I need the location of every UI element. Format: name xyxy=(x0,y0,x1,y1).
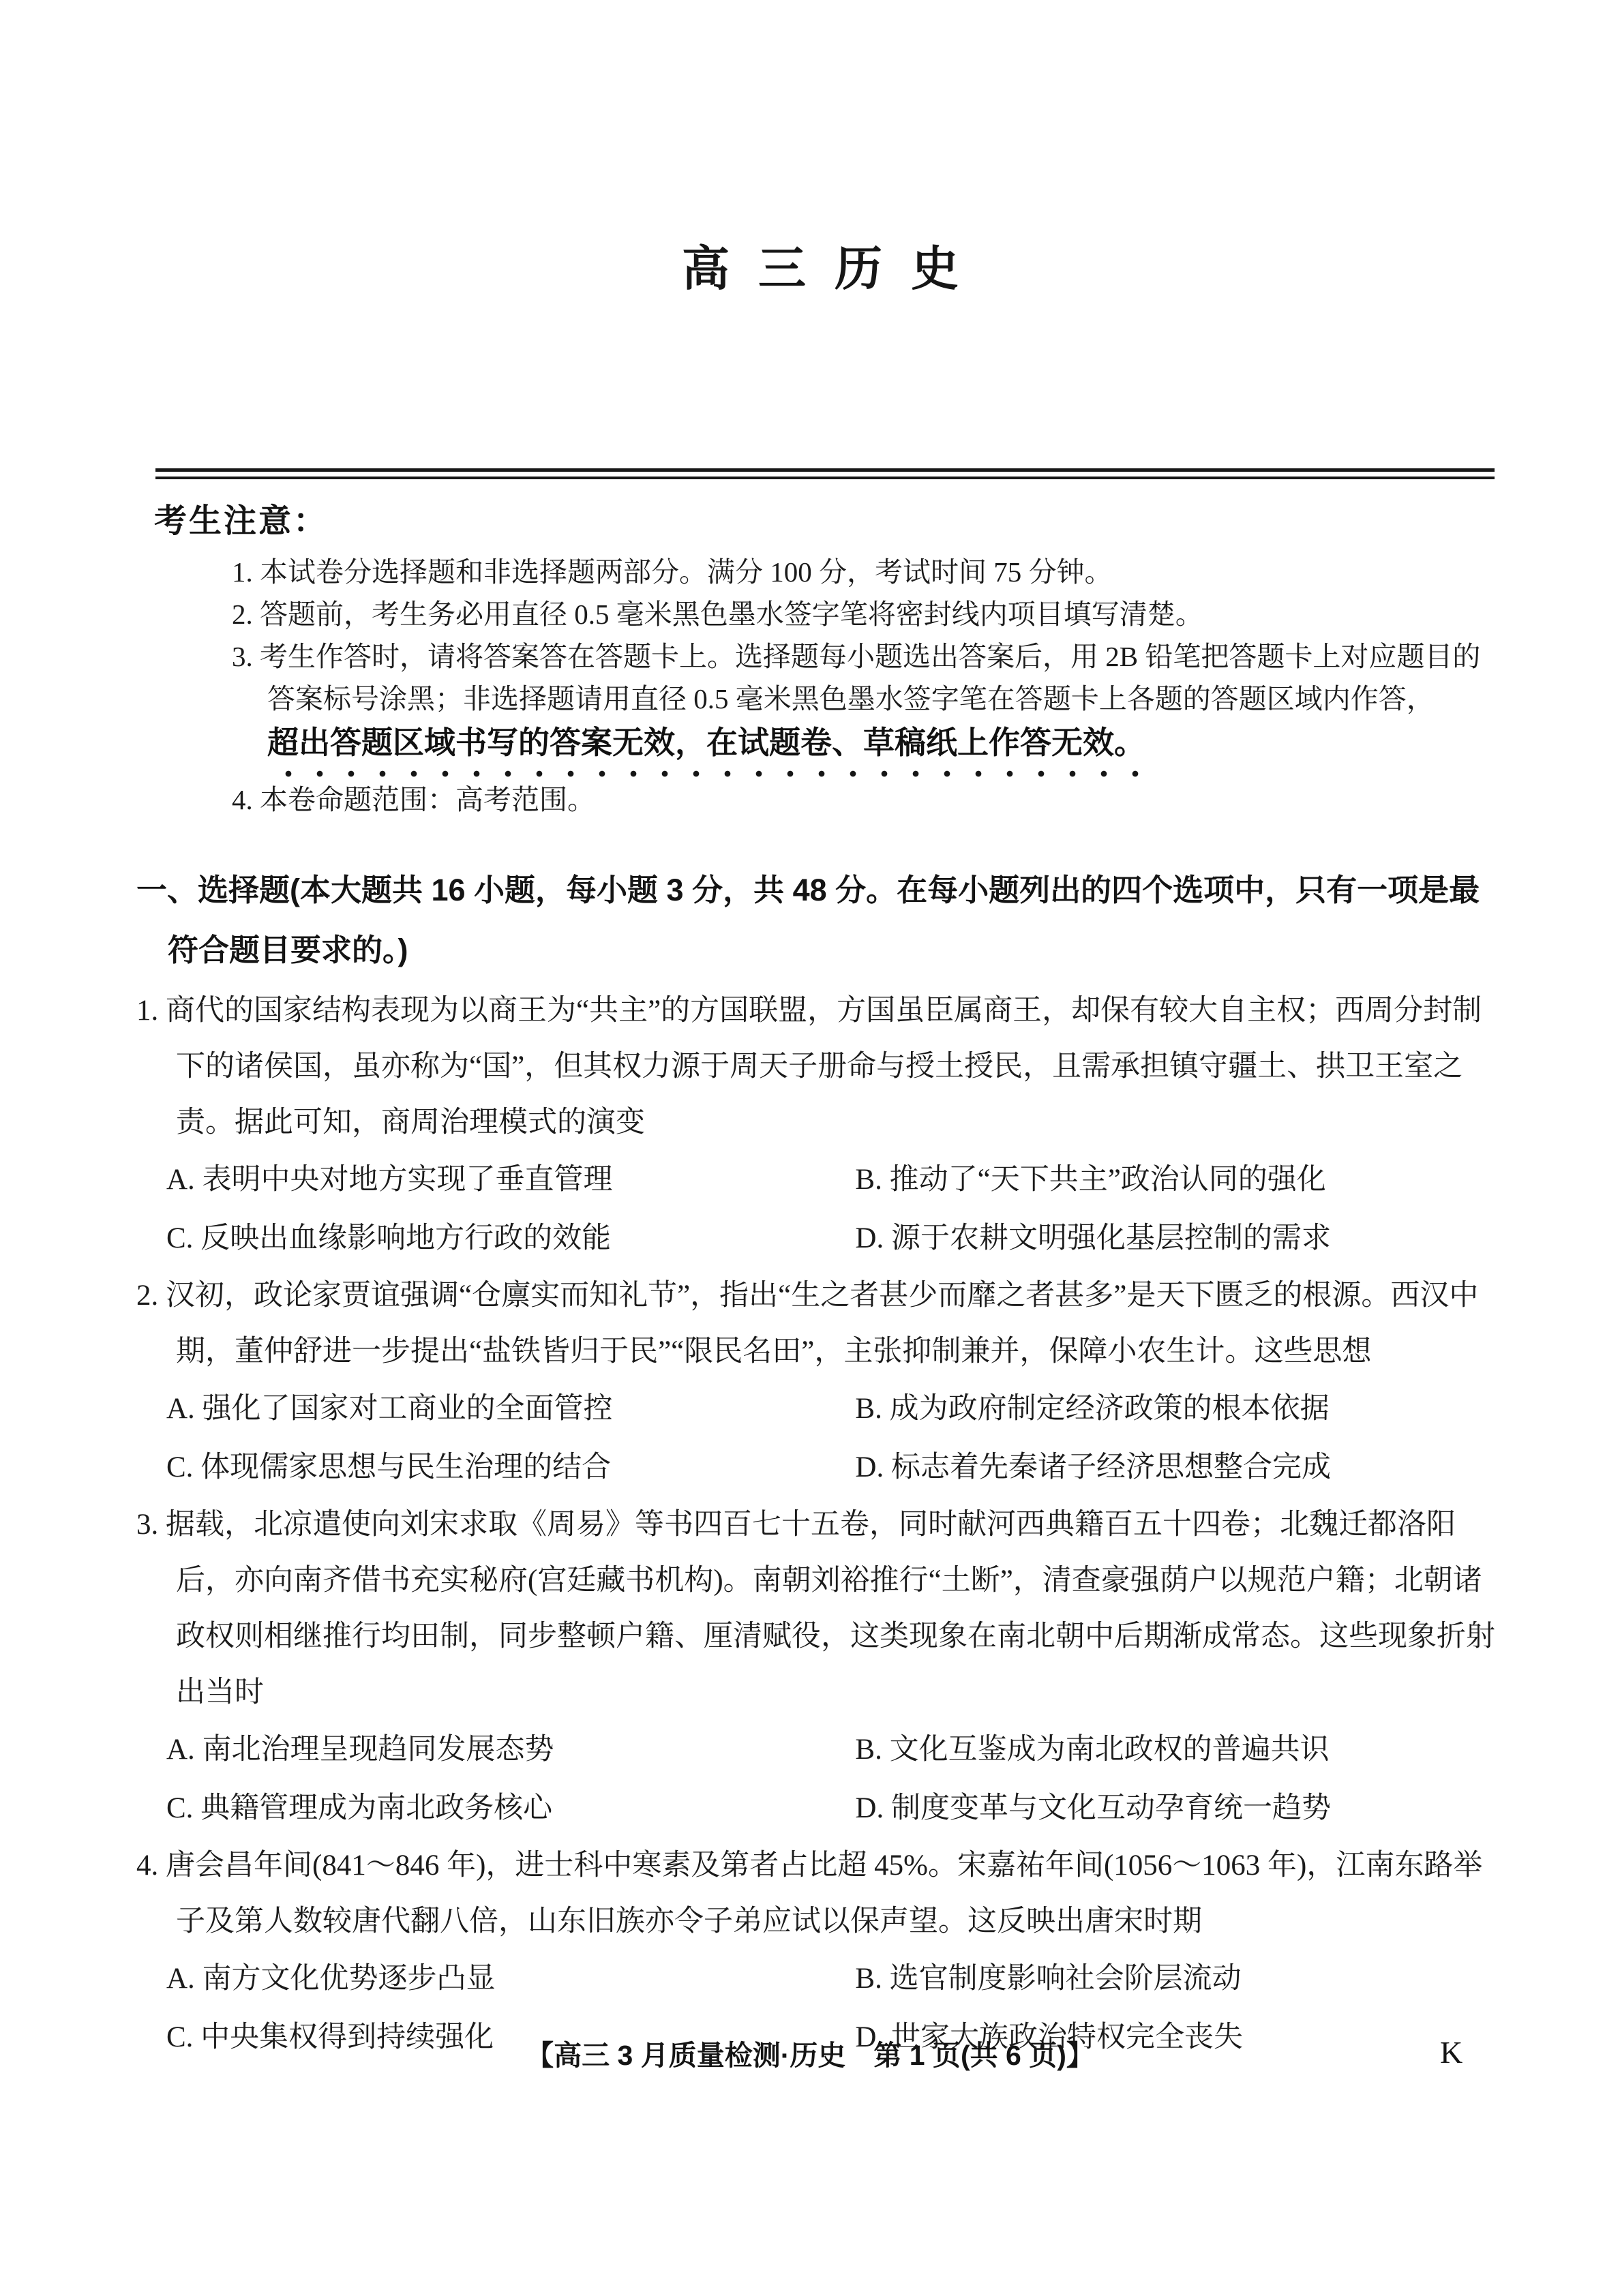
notice-heading: 考生注意： xyxy=(154,503,329,539)
question-4-option-c: C. 中央集权得到持续强化 xyxy=(166,2021,494,2053)
question-3-option-d: D. 制度变革与文化互动孕育统一趋势 xyxy=(855,1792,1331,1824)
question-3-option-a: A. 南北治理呈现趋同发展态势 xyxy=(166,1734,554,1766)
question-3-option-c: C. 典籍管理成为南北政务核心 xyxy=(166,1792,553,1824)
question-4-stem: 4. 唐会昌年间(841～846 年)，进士科中寒素及第者占比超 45%。宋嘉祐年间(1056～1063 年)，江南东路举子及第人数较唐代翻八倍，山东旧族亦令子弟应试以保声望。这反映出唐宋时期 xyxy=(136,1849,1483,1937)
question-3 xyxy=(136,1497,1504,1838)
question-1-option-b: B. 推动了“天下共主”政治认同的强化 xyxy=(855,1164,1326,1196)
notice-list xyxy=(232,551,1504,821)
question-4-option-b: B. 选官制度影响社会阶层流动 xyxy=(855,1963,1242,1995)
question-1-stem: 1. 商代的国家结构表现为以商王为“共主”的方国联盟，方国虽臣属商王，却保有较大自主权；西周分封制下的诸侯国，虽亦称为“国”，但其权力源于周天子册命与授土授民，且需承担镇守疆土、拱卫王室之责。据此可知，商周治理模式的演变 xyxy=(136,995,1482,1138)
question-1-options xyxy=(136,1151,1504,1268)
question-4-option-d: D. 世家大族政治特权完全丧失 xyxy=(855,2021,1243,2053)
notice-item-3-text: 3. 考生作答时，请将答案答在答题卡上。选择题每小题选出答案后，用 2B 铅笔把答题卡上对应题目的答案标号涂黑；非选择题请用直径 0.5 毫米黑色墨水签字笔在答题卡上各题的答题区域内作答， xyxy=(232,641,1481,714)
question-1-option-d: D. 源于农耕文明强化基层控制的需求 xyxy=(855,1222,1331,1254)
page-title: 高三历史 xyxy=(682,243,987,296)
question-3-options xyxy=(136,1721,1504,1838)
question-2 xyxy=(136,1268,1504,1497)
double-horizontal-rule xyxy=(155,468,1495,479)
notice-item-2: 2. 答题前，考生务必用直径 0.5 毫米黑色墨水签字笔将密封线内项目填写清楚。 xyxy=(232,599,1203,630)
question-2-option-b: B. 成为政府制定经济政策的根本依据 xyxy=(855,1393,1330,1425)
notice-item-4: 4. 本卷命题范围：高考范围。 xyxy=(232,784,595,815)
notice-item-3-emphasized-text: 超出答题区域书写的答案无效，在试题卷、草稿纸上作答无效。 xyxy=(267,720,1145,779)
question-4-option-a: A. 南方文化优势逐步凸显 xyxy=(166,1963,496,1995)
section-header-multiple-choice: 一、选择题(本大题共 16 小题，每小题 3 分，共 48 分。在每小题列出的四个选项中，只有一项是最符合题目要求的。) xyxy=(136,873,1480,967)
question-1-option-a: A. 表明中央对地方实现了垂直管理 xyxy=(166,1164,613,1196)
question-list xyxy=(136,983,1504,2067)
page-footer-corner-mark: K xyxy=(1440,2035,1463,2070)
question-1-option-c: C. 反映出血缘影响地方行政的效能 xyxy=(166,1222,612,1254)
page-footer: 【高三 3 月质量检测·历史 第 1 页(共 6 页)】 xyxy=(526,2040,1094,2071)
notice-item-3 xyxy=(232,635,1504,779)
question-2-stem: 2. 汉初，政论家贾谊强调“仓廪实而知礼节”，指出“生之者甚少而靡之者甚多”是天下匮乏的根源。西汉中期，董仲舒进一步提出“盐铁皆归于民”“限民名田”，主张抑制兼并，保障小农生计。这些思想 xyxy=(136,1280,1479,1368)
question-2-option-d: D. 标志着先秦诸子经济思想整合完成 xyxy=(855,1451,1331,1483)
question-2-option-a: A. 强化了国家对工商业的全面管控 xyxy=(166,1393,613,1425)
question-1 xyxy=(136,983,1504,1268)
question-2-options xyxy=(136,1380,1504,1497)
question-3-stem: 3. 据载，北凉遣使向刘宋求取《周易》等书四百七十五卷，同时献河西典籍百五十四卷；北魏迁都洛阳后，亦向南齐借书充实秘府(宫廷藏书机构)。南朝刘裕推行“土断”，清查豪强荫户以规范户籍；北朝诸政权则相继推行均田制，同步整顿户籍、厘清赋役，这类现象在南北朝中后期渐成常态。这些现象折射出当时 xyxy=(136,1509,1495,1708)
question-3-option-b: B. 文化互鉴成为南北政权的普遍共识 xyxy=(855,1734,1330,1766)
notice-item-1: 1. 本试卷分选择题和非选择题两部分。满分 100 分，考试时间 75 分钟。 xyxy=(232,556,1113,588)
question-2-option-c: C. 体现儒家思想与民生治理的结合 xyxy=(166,1451,612,1483)
